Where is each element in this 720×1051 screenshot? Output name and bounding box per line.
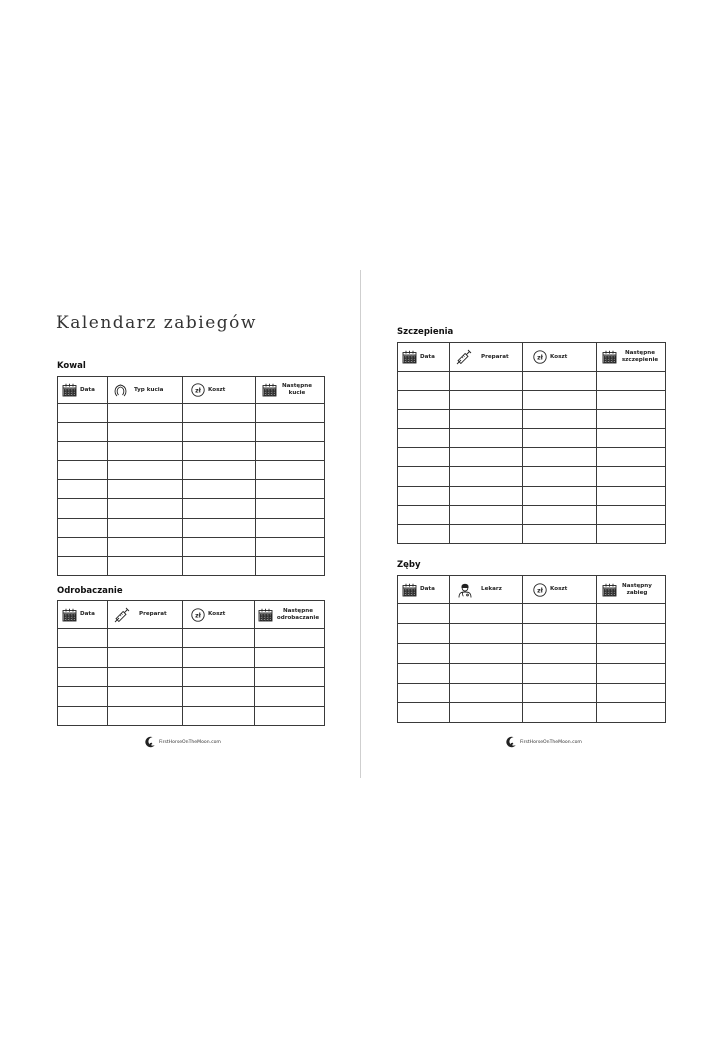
calendar-icon <box>62 383 77 397</box>
table-cell[interactable] <box>523 663 597 683</box>
svg-text:zł: zł <box>195 387 201 395</box>
table-cell[interactable] <box>450 623 523 643</box>
table-row <box>398 683 666 703</box>
table-cell[interactable] <box>597 448 666 467</box>
header-cost: zł Koszt <box>523 343 597 372</box>
table-cell[interactable] <box>398 524 450 543</box>
table-cell[interactable] <box>256 404 325 423</box>
table-header-row <box>58 601 325 629</box>
page-title: Kalendarz zabiegów <box>56 313 257 333</box>
table-header-row <box>58 377 325 404</box>
table-cell[interactable] <box>256 480 325 499</box>
table-cell[interactable] <box>58 404 108 423</box>
table-cell[interactable] <box>58 629 108 648</box>
section-title-szczepienia: Szczepienia <box>397 327 454 337</box>
table-cell[interactable] <box>256 499 325 518</box>
table-cell[interactable] <box>398 429 450 448</box>
calendar-icon <box>402 583 417 597</box>
doctor-icon <box>458 582 472 598</box>
table-cell[interactable] <box>256 556 325 575</box>
table-cell[interactable] <box>450 486 523 505</box>
table-cell[interactable] <box>450 448 523 467</box>
footer-logo-left <box>144 736 221 748</box>
table-cell[interactable] <box>108 687 183 706</box>
section-title-zeby: Zęby <box>397 560 421 570</box>
table-cell[interactable] <box>597 505 666 524</box>
table-cell[interactable] <box>398 683 450 703</box>
table-cell[interactable] <box>523 410 597 429</box>
table-zeby <box>397 575 666 723</box>
table-cell[interactable] <box>255 706 325 725</box>
table-row <box>398 448 666 467</box>
table-cell[interactable] <box>58 556 108 575</box>
table-header-row <box>398 343 666 372</box>
table-cell[interactable] <box>398 391 450 410</box>
table-cell[interactable] <box>58 423 108 442</box>
header-preparation: Preparat <box>450 343 523 372</box>
syringe-icon <box>456 349 472 365</box>
table-cell[interactable] <box>183 667 255 686</box>
footer-text: FirstHorseOnTheMoon.com <box>159 739 221 745</box>
table-cell[interactable] <box>450 429 523 448</box>
table-szczepienia <box>397 342 666 544</box>
calendar-icon <box>602 350 617 364</box>
table-row <box>398 391 666 410</box>
table-cell[interactable] <box>450 467 523 486</box>
table-cell[interactable] <box>108 556 183 575</box>
table-cell[interactable] <box>597 683 666 703</box>
table-cell[interactable] <box>398 372 450 391</box>
table-cell[interactable] <box>398 643 450 663</box>
table-cell[interactable] <box>183 537 256 556</box>
table-row <box>58 423 325 442</box>
table-cell[interactable] <box>398 486 450 505</box>
table-row <box>58 480 325 499</box>
header-cost: zł Koszt <box>523 576 597 604</box>
table-row <box>398 604 666 624</box>
header-vet: Lekarz <box>450 576 523 604</box>
table-cell[interactable] <box>256 423 325 442</box>
header-date: Data <box>58 601 108 629</box>
table-row <box>58 556 325 575</box>
table-cell[interactable] <box>450 505 523 524</box>
table-cell[interactable] <box>58 442 108 461</box>
table-cell[interactable] <box>183 648 255 667</box>
table-cell[interactable] <box>255 687 325 706</box>
table-cell[interactable] <box>183 461 256 480</box>
table-cell[interactable] <box>183 518 256 537</box>
table-cell[interactable] <box>398 604 450 624</box>
table-row <box>398 524 666 543</box>
table-cell[interactable] <box>450 372 523 391</box>
table-cell[interactable] <box>597 703 666 723</box>
table-cell[interactable] <box>108 706 183 725</box>
table-cell[interactable] <box>255 629 325 648</box>
table-cell[interactable] <box>183 556 256 575</box>
calendar-icon <box>62 608 77 622</box>
table-cell[interactable] <box>58 687 108 706</box>
table-cell[interactable] <box>398 623 450 643</box>
table-cell[interactable] <box>450 410 523 429</box>
table-cell[interactable] <box>450 643 523 663</box>
table-cell[interactable] <box>108 423 183 442</box>
table-cell[interactable] <box>183 442 256 461</box>
table-row <box>58 667 325 686</box>
page-divider <box>360 270 361 778</box>
header-cost: zł Koszt <box>183 601 255 629</box>
table-cell[interactable] <box>183 499 256 518</box>
header-date: Data <box>398 576 450 604</box>
table-cell[interactable] <box>523 372 597 391</box>
coin-icon <box>191 608 205 622</box>
header-shoe-type: Typ kucia <box>108 377 183 404</box>
table-cell[interactable] <box>523 643 597 663</box>
table-cell[interactable] <box>523 524 597 543</box>
table-row <box>398 643 666 663</box>
table-row <box>58 537 325 556</box>
table-cell[interactable] <box>523 391 597 410</box>
header-next: Następny zabieg <box>597 576 666 604</box>
table-kowal <box>57 376 325 576</box>
table-cell[interactable] <box>597 486 666 505</box>
table-odrobaczanie <box>57 600 325 726</box>
table-row <box>58 518 325 537</box>
table-cell[interactable] <box>58 706 108 725</box>
footer-text: FirstHorseOnTheMoon.com <box>520 739 582 745</box>
table-cell[interactable] <box>398 505 450 524</box>
table-row <box>398 623 666 643</box>
table-cell[interactable] <box>523 429 597 448</box>
table-cell[interactable] <box>398 663 450 683</box>
table-cell[interactable] <box>108 499 183 518</box>
table-cell[interactable] <box>183 480 256 499</box>
table-cell[interactable] <box>450 524 523 543</box>
table-cell[interactable] <box>255 667 325 686</box>
table-cell[interactable] <box>398 467 450 486</box>
table-row <box>398 486 666 505</box>
table-row <box>58 648 325 667</box>
table-row <box>58 629 325 648</box>
table-cell[interactable] <box>255 648 325 667</box>
table-row <box>58 499 325 518</box>
table-cell[interactable] <box>108 537 183 556</box>
table-row <box>398 505 666 524</box>
header-cost: zł Koszt <box>183 377 256 404</box>
table-cell[interactable] <box>58 648 108 667</box>
table-cell[interactable] <box>398 703 450 723</box>
table-cell[interactable] <box>256 442 325 461</box>
table-row <box>398 429 666 448</box>
table-cell[interactable] <box>597 467 666 486</box>
table-cell[interactable] <box>523 467 597 486</box>
table-cell[interactable] <box>183 706 255 725</box>
section-title-kowal: Kowal <box>57 361 86 371</box>
table-cell[interactable] <box>183 687 255 706</box>
table-cell[interactable] <box>597 410 666 429</box>
table-cell[interactable] <box>523 683 597 703</box>
calendar-icon <box>258 608 273 622</box>
table-cell[interactable] <box>256 537 325 556</box>
table-cell[interactable] <box>58 667 108 686</box>
table-row <box>58 442 325 461</box>
header-next: Następne szczepienie <box>597 343 666 372</box>
table-cell[interactable] <box>523 486 597 505</box>
table-cell[interactable] <box>398 410 450 429</box>
table-cell[interactable] <box>108 667 183 686</box>
header-next: Następne odrobaczanie <box>255 601 325 629</box>
calendar-icon <box>402 350 417 364</box>
table-cell[interactable] <box>256 518 325 537</box>
calendar-icon <box>602 583 617 597</box>
table-cell[interactable] <box>450 663 523 683</box>
table-cell[interactable] <box>58 499 108 518</box>
table-header-row <box>398 576 666 604</box>
header-next: Następne kucie <box>256 377 325 404</box>
table-cell[interactable] <box>597 643 666 663</box>
section-title-odrobaczanie: Odrobaczanie <box>57 586 123 596</box>
table-row <box>398 372 666 391</box>
table-cell[interactable] <box>108 404 183 423</box>
table-cell[interactable] <box>183 404 256 423</box>
table-cell[interactable] <box>398 448 450 467</box>
table-cell[interactable] <box>523 623 597 643</box>
header-date: Data <box>398 343 450 372</box>
header-date: Data <box>58 377 108 404</box>
table-row <box>58 404 325 423</box>
table-row <box>58 461 325 480</box>
calendar-icon <box>262 383 277 397</box>
table-cell[interactable] <box>108 461 183 480</box>
table-cell[interactable] <box>450 391 523 410</box>
table-cell[interactable] <box>108 629 183 648</box>
table-cell[interactable] <box>58 537 108 556</box>
table-cell[interactable] <box>450 683 523 703</box>
coin-icon <box>533 350 547 364</box>
table-cell[interactable] <box>597 623 666 643</box>
horseshoe-icon <box>113 383 128 398</box>
table-cell[interactable] <box>523 703 597 723</box>
table-cell[interactable] <box>183 629 255 648</box>
table-cell[interactable] <box>183 423 256 442</box>
svg-text:zł: zł <box>537 586 543 594</box>
table-cell[interactable] <box>597 372 666 391</box>
table-cell[interactable] <box>58 518 108 537</box>
table-cell[interactable] <box>108 480 183 499</box>
table-row <box>58 687 325 706</box>
table-cell[interactable] <box>108 518 183 537</box>
svg-text:zł: zł <box>195 611 201 619</box>
table-cell[interactable] <box>58 461 108 480</box>
moon-logo-icon <box>505 736 517 748</box>
table-row <box>398 703 666 723</box>
table-cell[interactable] <box>450 604 523 624</box>
syringe-icon <box>114 607 130 623</box>
table-cell[interactable] <box>523 604 597 624</box>
table-cell[interactable] <box>108 442 183 461</box>
table-row <box>398 410 666 429</box>
table-cell[interactable] <box>597 524 666 543</box>
table-cell[interactable] <box>597 429 666 448</box>
table-cell[interactable] <box>597 604 666 624</box>
table-cell[interactable] <box>58 480 108 499</box>
coin-icon <box>533 583 547 597</box>
table-row <box>398 467 666 486</box>
table-cell[interactable] <box>597 391 666 410</box>
table-cell[interactable] <box>450 703 523 723</box>
table-cell[interactable] <box>523 448 597 467</box>
table-row <box>398 663 666 683</box>
table-cell[interactable] <box>597 663 666 683</box>
coin-icon <box>191 383 205 397</box>
table-cell[interactable] <box>108 648 183 667</box>
svg-text:zł: zł <box>537 354 543 362</box>
footer-logo-right <box>505 736 582 748</box>
header-preparation: Preparat <box>108 601 183 629</box>
table-cell[interactable] <box>256 461 325 480</box>
table-row <box>58 706 325 725</box>
moon-logo-icon <box>144 736 156 748</box>
table-cell[interactable] <box>523 505 597 524</box>
